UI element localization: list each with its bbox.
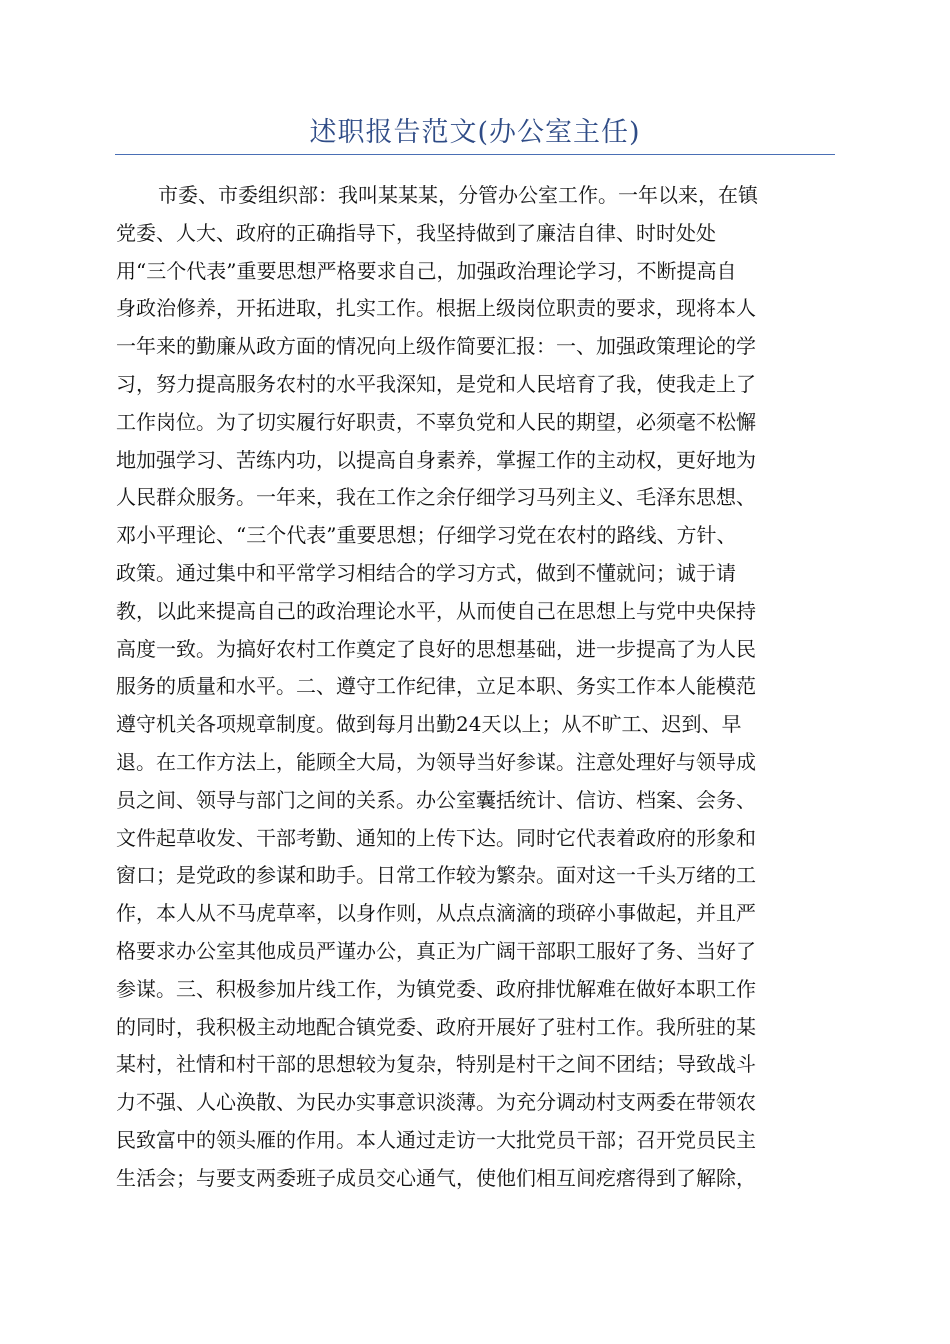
body-line: 力不强、人心涣散、为民办实事意识淡薄。为充分调动村支两委在带领农 [116, 1090, 756, 1115]
body-line: 服务的质量和水平。二、遵守工作纪律，立足本职、务实工作本人能模范 [116, 674, 756, 699]
body-line: 作，本人从不马虎草率，以身作则，从点点滴滴的琐碎小事做起，并且严 [116, 901, 756, 926]
body-line: 遵守机关各项规章制度。做到每月出勤24天以上；从不旷工、迟到、早 [116, 712, 742, 737]
body-line: 习，努力提高服务农村的水平我深知，是党和人民培育了我，使我走上了 [116, 371, 756, 396]
body-line: 身政治修养，开拓进取，扎实工作。根据上级岗位职责的要求，现将本人 [116, 296, 756, 321]
body-line: 参谋。三、积极参加片线工作，为镇党委、政府排忧解难在做好本职工作 [116, 976, 756, 1001]
document-title: 述职报告范文(办公室主任) [309, 117, 641, 148]
body-line: 退。在工作方法上，能顾全大局，为领导当好参谋。注意处理好与领导成 [116, 749, 756, 774]
body-line: 生活会；与要支两委班子成员交心通气，使他们相互间疙瘩得到了解除， [116, 1165, 756, 1190]
body-line: 员之间、领导与部门之间的关系。办公室囊括统计、信访、档案、会务、 [116, 787, 756, 812]
body-line: 党委、人大、政府的正确指导下，我坚持做到了廉洁自律、时时处处 [116, 220, 716, 245]
body-line: 地加强学习、苦练内功，以提高自身素养，掌握工作的主动权，更好地为 [116, 447, 756, 472]
body-line: 某村，社情和村干部的思想较为复杂，特别是村干之间不团结；导致战斗 [116, 1052, 756, 1077]
title-underline [115, 154, 835, 155]
body-line: 市委、市委组织部：我叫某某某，分管办公室工作。一年以来，在镇 [158, 183, 758, 207]
document-body [116, 177, 836, 1198]
body-line: 高度一致。为搞好农村工作奠定了良好的思想基础，进一步提高了为人民 [116, 636, 756, 661]
body-line: 格要求办公室其他成员严谨办公，真正为广阔干部职工服好了务、当好了 [116, 938, 756, 963]
body-line: 一年来的勤廉从政方面的情况向上级作简要汇报：一、加强政策理论的学 [116, 334, 756, 359]
body-line: 的同时，我积极主动地配合镇党委、政府开展好了驻村工作。我所驻的某 [116, 1014, 756, 1039]
body-line: 工作岗位。为了切实履行好职责，不辜负党和人民的期望，必须毫不松懈 [116, 409, 756, 434]
body-line: 人民群众服务。一年来，我在工作之余仔细学习马列主义、毛泽东思想、 [116, 485, 756, 510]
body-line: 教，以此来提高自己的政治理论水平，从而使自己在思想上与党中央保持 [116, 598, 756, 623]
body-line: 政策。通过集中和平常学习相结合的学习方式，做到不懂就问；诚于请 [116, 560, 736, 585]
body-line: 窗口；是党政的参谋和助手。日常工作较为繁杂。面对这一千头万绪的工 [116, 863, 756, 888]
body-line: 用“三个代表”重要思想严格要求自己，加强政治理论学习，不断提高自 [116, 258, 737, 283]
body-line: 文件起草收发、干部考勤、通知的上传下达。同时它代表着政府的形象和 [116, 825, 756, 850]
body-line: 民致富中的领头雁的作用。本人通过走访一大批党员干部；召开党员民主 [116, 1127, 756, 1152]
body-line: 邓小平理论、“三个代表”重要思想；仔细学习党在农村的路线、方针、 [116, 523, 737, 548]
